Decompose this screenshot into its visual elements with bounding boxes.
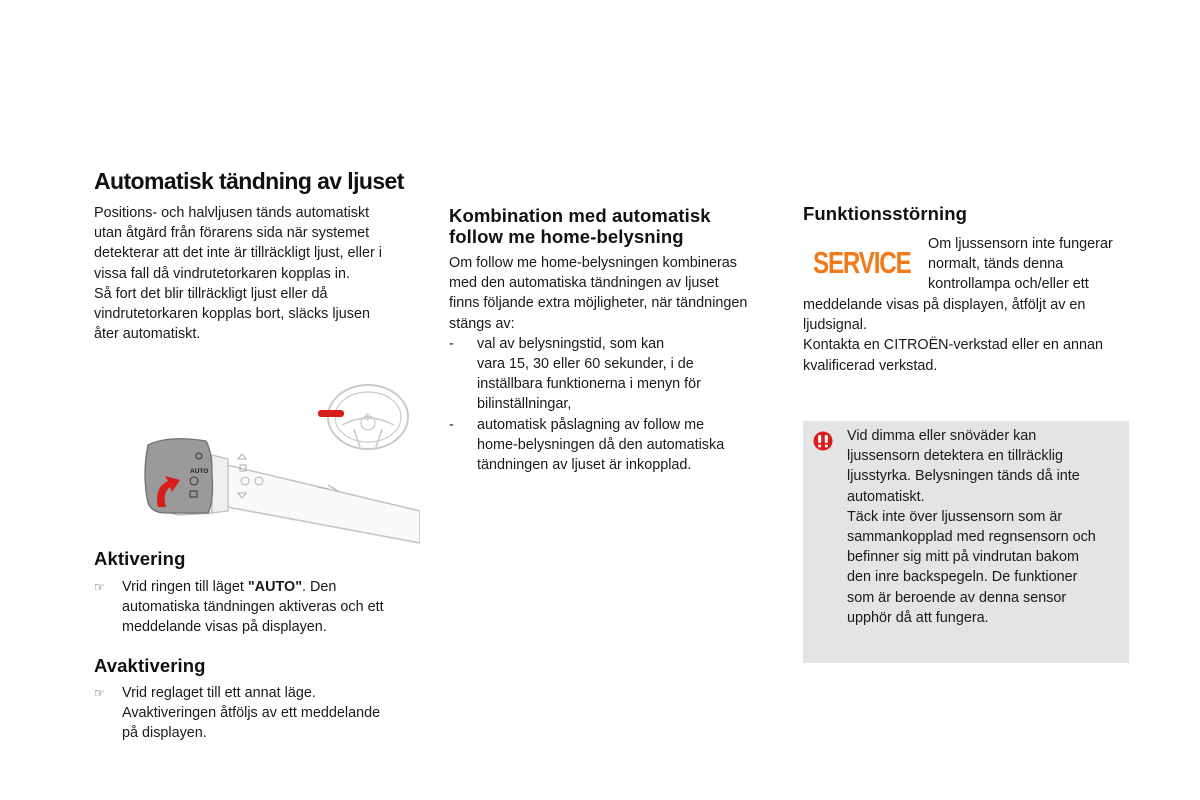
- list-item-line: tändningen av ljuset är inkopplad.: [477, 457, 692, 474]
- intro-line: vissa fall då vindrutetorkaren kopplas in.: [94, 265, 350, 282]
- kombination-line: finns följande extra möjligheter, när tändningen: [449, 295, 748, 312]
- intro-line: Positions- och halvljusen tänds automatiskt: [94, 205, 370, 221]
- avaktivering-line: på displayen.: [122, 725, 207, 742]
- note-line: automatiskt.: [847, 488, 925, 505]
- funktionsstorning-line: normalt, tänds denna: [928, 256, 1064, 273]
- avaktivering-bullet: [94, 683, 419, 744]
- note-line: upphör då att fungera.: [847, 609, 989, 626]
- list-item-line: bilinställningar,: [477, 396, 572, 413]
- auto-mode-label: "AUTO": [247, 579, 303, 595]
- light-stalk-illustration: [128, 383, 420, 548]
- pointing-hand-icon: ☞: [94, 686, 105, 700]
- stalk-auto-label: AUTO: [190, 468, 209, 475]
- funktionsstorning-line: Kontakta en CITROËN-verkstad eller en annan: [803, 337, 1103, 354]
- aktivering-bullet: [94, 577, 419, 638]
- aktivering-line: automatiska tändningen aktiveras och ett: [122, 599, 384, 616]
- intro-line: detekterar att det inte är tillräckligt ljust, eller i: [94, 245, 382, 262]
- intro-line: åter automatiskt.: [94, 326, 201, 343]
- funktionsstorning-heading: Funktionsstörning: [803, 203, 968, 224]
- kombination-heading-line: follow me home-belysning: [449, 226, 684, 247]
- intro-line: Så fort det blir tillräckligt ljust eller då: [94, 285, 328, 302]
- funktionsstorning-line: meddelande visas på displayen, åtföljt av en: [803, 297, 1086, 313]
- list-item-line: home-belysningen då den automatiska: [477, 436, 725, 453]
- service-warning-icon: SERVICE: [813, 245, 911, 280]
- avaktivering-line: Vrid reglaget till ett annat läge.: [122, 685, 316, 701]
- aktivering-line: meddelande visas på displayen.: [122, 619, 327, 636]
- note-line: befinner sig mitt på vindrutan bakom: [847, 549, 1079, 566]
- note-line: Täck inte över ljussensorn som är: [847, 508, 1063, 525]
- funktionsstorning-line: Om ljussensorn inte fungerar: [928, 236, 1113, 252]
- funktionsstorning-line: kontrollampa och/eller ett: [928, 276, 1089, 293]
- list-item-line: inställbara funktionerna i menyn för: [477, 376, 701, 393]
- intro-paragraph: [94, 203, 419, 344]
- kombination-body: [449, 253, 779, 475]
- funktionsstorning-body: [803, 295, 1133, 376]
- note-line: ljusstyrka. Belysningen tänds då inte: [847, 468, 1080, 485]
- funktionsstorning-line: ljudsignal.: [803, 317, 867, 334]
- note-line: den inre backspegeln. De funktioner: [847, 569, 1078, 586]
- funktionsstorning-side-text: [928, 234, 1138, 295]
- list-item: [449, 334, 779, 415]
- pointing-hand-icon: ☞: [94, 580, 105, 594]
- stalk-highlight: [318, 410, 344, 417]
- kombination-line: Om follow me home-belysningen kombineras: [449, 255, 737, 271]
- warning-icon-disc: [814, 432, 833, 451]
- avaktivering-line: Avaktiveringen åtföljs av ett meddelande: [122, 705, 381, 722]
- note-line: som är beroende av denna sensor: [847, 589, 1067, 606]
- list-item: [449, 415, 779, 476]
- warning-note-text: [847, 426, 1123, 628]
- dash-marker: -: [449, 335, 454, 352]
- dash-marker: -: [449, 416, 454, 433]
- kombination-heading-line: Kombination med automatisk: [449, 205, 711, 226]
- svg-text:$: $: [365, 412, 371, 422]
- list-item-line: val av belysningstid, som kan: [477, 335, 665, 352]
- warning-icon: [813, 431, 833, 451]
- note-line: Vid dimma eller snöväder kan: [847, 428, 1037, 444]
- list-item-line: automatisk påslagning av follow me: [477, 416, 705, 433]
- kombination-heading: [449, 205, 769, 247]
- intro-line: vindrutetorkaren kopplas bort, släcks ljusen: [94, 306, 370, 323]
- aktivering-first-line: Vrid ringen till läget "AUTO". Den: [122, 579, 337, 595]
- page-title: Automatisk tändning av ljuset: [94, 168, 404, 194]
- kombination-line: med den automatiska tändningen av ljuset: [449, 275, 719, 292]
- funktionsstorning-line: kvalificerad verkstad.: [803, 357, 938, 374]
- avaktivering-heading: Avaktivering: [94, 655, 206, 676]
- note-line: sammankopplad med regnsensorn och: [847, 529, 1096, 546]
- note-line: ljussensorn detektera en tillräcklig: [847, 448, 1063, 465]
- kombination-line: stängs av:: [449, 315, 515, 332]
- aktivering-heading: Aktivering: [94, 548, 186, 569]
- list-item-line: vara 15, 30 eller 60 sekunder, i de: [477, 356, 694, 373]
- intro-line: utan åtgärd från förarens sida när systemet: [94, 225, 370, 242]
